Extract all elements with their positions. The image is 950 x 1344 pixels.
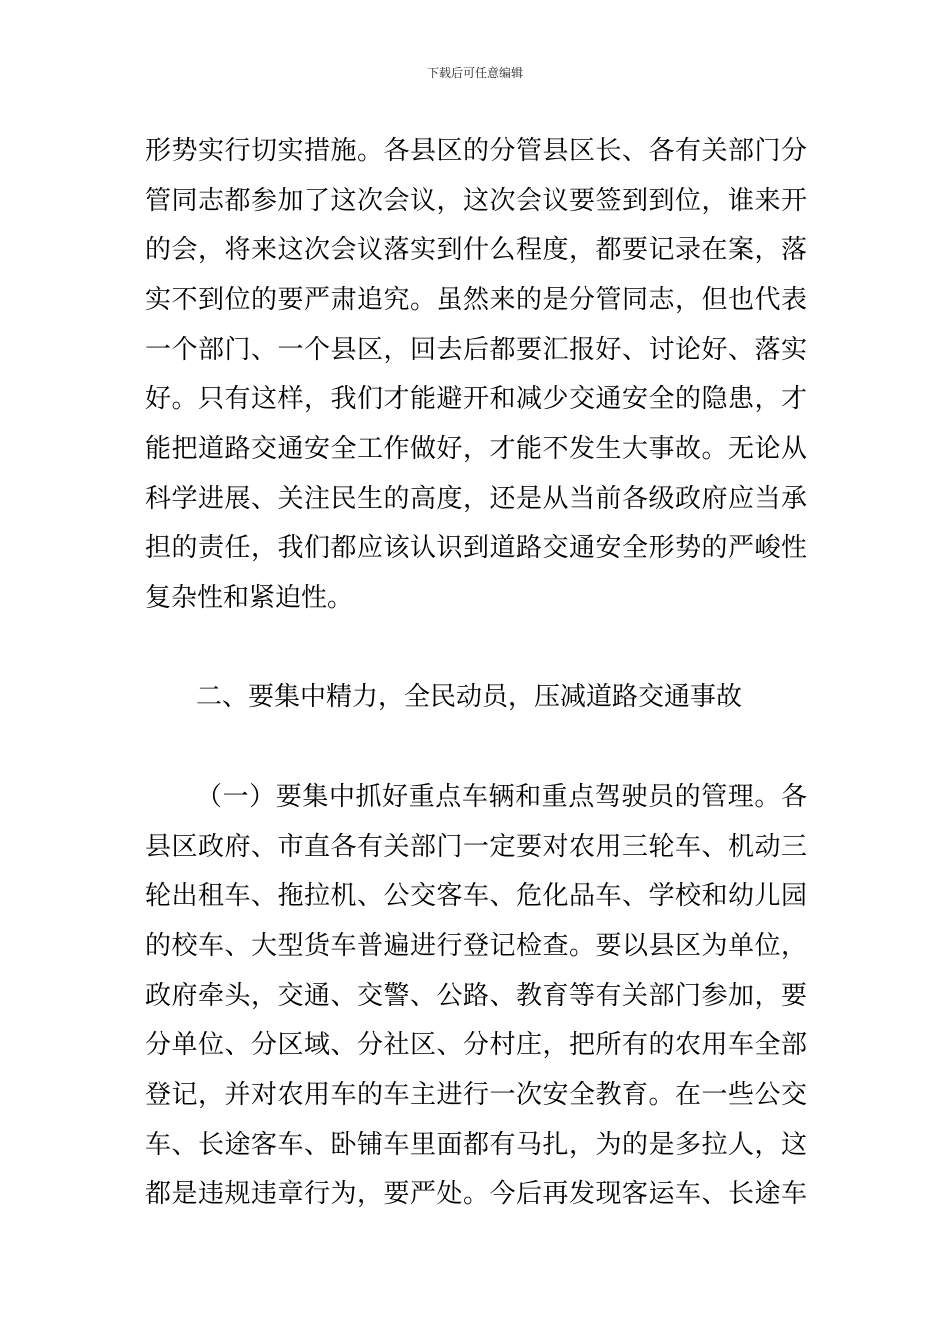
paragraph-1-line: 的会，将来这次会议落实到什么程度，都要记录在案，落 xyxy=(145,235,807,265)
paragraph-2-line: 车、长途客车、卧铺车里面都有马扎，为的是多拉人，这 xyxy=(145,1130,807,1160)
paragraph-1-line: 好。只有这样，我们才能避开和减少交通安全的隐患，才 xyxy=(145,384,807,414)
paragraph-2-line: 的校车、大型货车普遍进行登记检查。要以县区为单位， xyxy=(145,931,807,961)
paragraph-1-line: 一个部门、一个县区，回去后都要汇报好、讨论好、落实 xyxy=(145,335,807,365)
paragraph-1-line: 实不到位的要严肃追究。虽然来的是分管同志，但也代表 xyxy=(145,285,807,315)
paragraph-2-line: 轮出租车、拖拉机、公交客车、危化品车、学校和幼儿园 xyxy=(145,881,807,911)
paragraph-1-line: 管同志都参加了这次会议，这次会议要签到到位，谁来开 xyxy=(145,186,807,216)
paragraph-1-line: 复杂性和紧迫性。 xyxy=(145,583,354,613)
paragraph-2-line: 县区政府、市直各有关部门一定要对农用三轮车、机动三 xyxy=(145,832,807,862)
header-note: 下载后可任意编辑 xyxy=(426,66,523,80)
paragraph-1-line: 担的责任，我们都应该认识到道路交通安全形势的严峻性 xyxy=(145,533,807,563)
paragraph-2-line: （一）要集中抓好重点车辆和重点驾驶员的管理。各 xyxy=(196,782,807,812)
paragraph-2-line: 分单位、分区域、分社区、分村庄，把所有的农用车全部 xyxy=(145,1030,807,1060)
paragraph-1-line: 形势实行切实措施。各县区的分管县区长、各有关部门分 xyxy=(145,136,807,166)
paragraph-1-line: 科学进展、关注民生的高度，还是从当前各级政府应当承 xyxy=(145,484,807,514)
paragraph-2-line: 登记，并对农用车的车主进行一次安全教育。在一些公交 xyxy=(145,1080,807,1110)
paragraph-1-line: 能把道路交通安全工作做好，才能不发生大事故。无论从 xyxy=(145,434,807,464)
section-heading: 二、要集中精力，全民动员，压减道路交通事故 xyxy=(196,682,743,712)
paragraph-2-line: 政府牵头，交通、交警、公路、教育等有关部门参加，要 xyxy=(145,981,807,1011)
paragraph-2-line: 都是违规违章行为，要严处。今后再发现客运车、长途车 xyxy=(145,1179,807,1209)
